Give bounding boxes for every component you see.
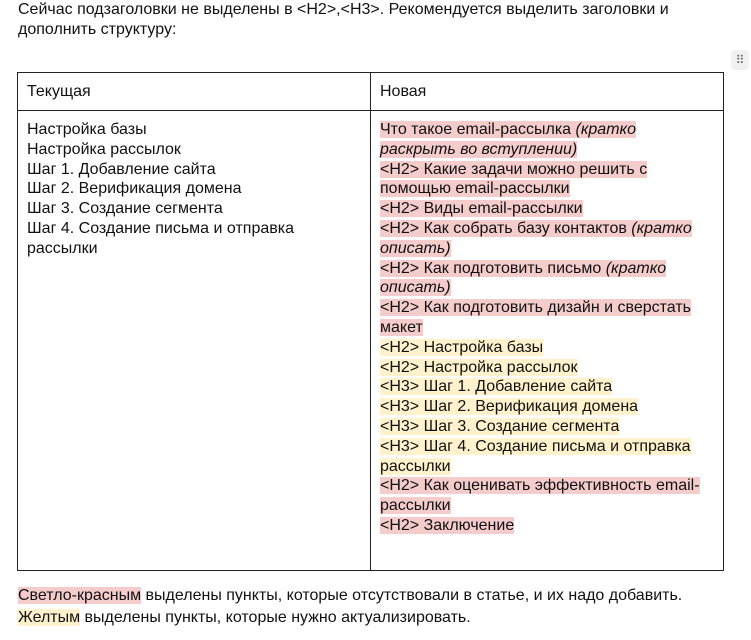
new-item [380, 199, 714, 219]
current-item: Шаг 4. Создание письма и отправка рассылки [27, 219, 294, 257]
new-item [380, 358, 714, 378]
red-legend: Светло-красным [18, 587, 142, 604]
new-item-text: <H2> Заключение [380, 516, 515, 534]
current-item: Шаг 3. Создание сегмента [27, 200, 223, 218]
new-item-note: (кратко раскрыть во вступлении) [380, 121, 636, 158]
current-item: Шаг 1. Добавление сайта [27, 160, 216, 178]
new-item [380, 397, 714, 417]
new-item-text: <H3> Шаг 3. Создание сегмента [380, 417, 620, 435]
new-item-text: <H2> Как собрать базу контактов [380, 219, 632, 237]
new-item [380, 160, 714, 200]
new-item [380, 219, 714, 259]
legend-text: выделены пункты, которые нужно актуализировать. [80, 609, 471, 626]
new-item-text: <H2> Как подготовить письмо [380, 259, 606, 277]
new-item [380, 120, 714, 160]
new-item-text: <H2> Виды email-рассылки [380, 200, 583, 218]
new-item-text: <H2> Как оценивать эффективность email-рассылки [380, 477, 700, 515]
new-item [380, 476, 714, 516]
new-item-text: <H2> Настройка рассылок [380, 358, 578, 376]
new-item-text: <H2> Какие задачи можно решить с помощью email-рассылки [380, 160, 648, 198]
new-item-text: <H3> Шаг 2. Верификация домена [380, 398, 639, 416]
drag-handle-icon[interactable]: ⠿ [731, 50, 749, 70]
new-item [380, 437, 714, 477]
new-item [380, 516, 714, 536]
header-current: Текущая [18, 73, 371, 111]
new-item-text: Что такое email-рассылка [380, 121, 576, 138]
new-item [380, 259, 714, 299]
current-item: Настройка базы [27, 121, 147, 138]
new-item-note: (кратко описать) [380, 259, 667, 297]
new-item-text: <H2> Как подготовить дизайн и сверстать макет [380, 299, 692, 336]
current-item: Настройка рассылок [27, 140, 181, 158]
new-item-text: <H3> Шаг 1. Добавление сайта [380, 378, 613, 396]
current-item: Шаг 2. Верификация домена [27, 180, 242, 198]
header-new: Новая [371, 73, 724, 111]
current-structure-cell [18, 111, 371, 571]
new-item-text: <H2> Настройка базы [380, 338, 544, 356]
new-item [380, 377, 714, 397]
new-structure-cell [371, 111, 724, 571]
new-item [380, 417, 714, 437]
new-item [380, 298, 714, 338]
new-item [380, 338, 714, 358]
legend-text: выделены пункты, которые отсутствовали в статье, и их надо добавить. [141, 587, 683, 604]
intro-paragraph: Сейчас подзаголовки не выделены в <H2>,<H3>. Рекомендуется выделить заголовки и дополнить структуру: [18, 1, 669, 38]
new-item-note: (кратко описать) [380, 219, 692, 257]
legend-paragraph [18, 585, 738, 629]
new-item-text: <H3> Шаг 4. Создание письма и отправка рассылки [380, 437, 691, 475]
structure-table [17, 72, 724, 571]
yellow-legend: Желтым [18, 609, 81, 626]
